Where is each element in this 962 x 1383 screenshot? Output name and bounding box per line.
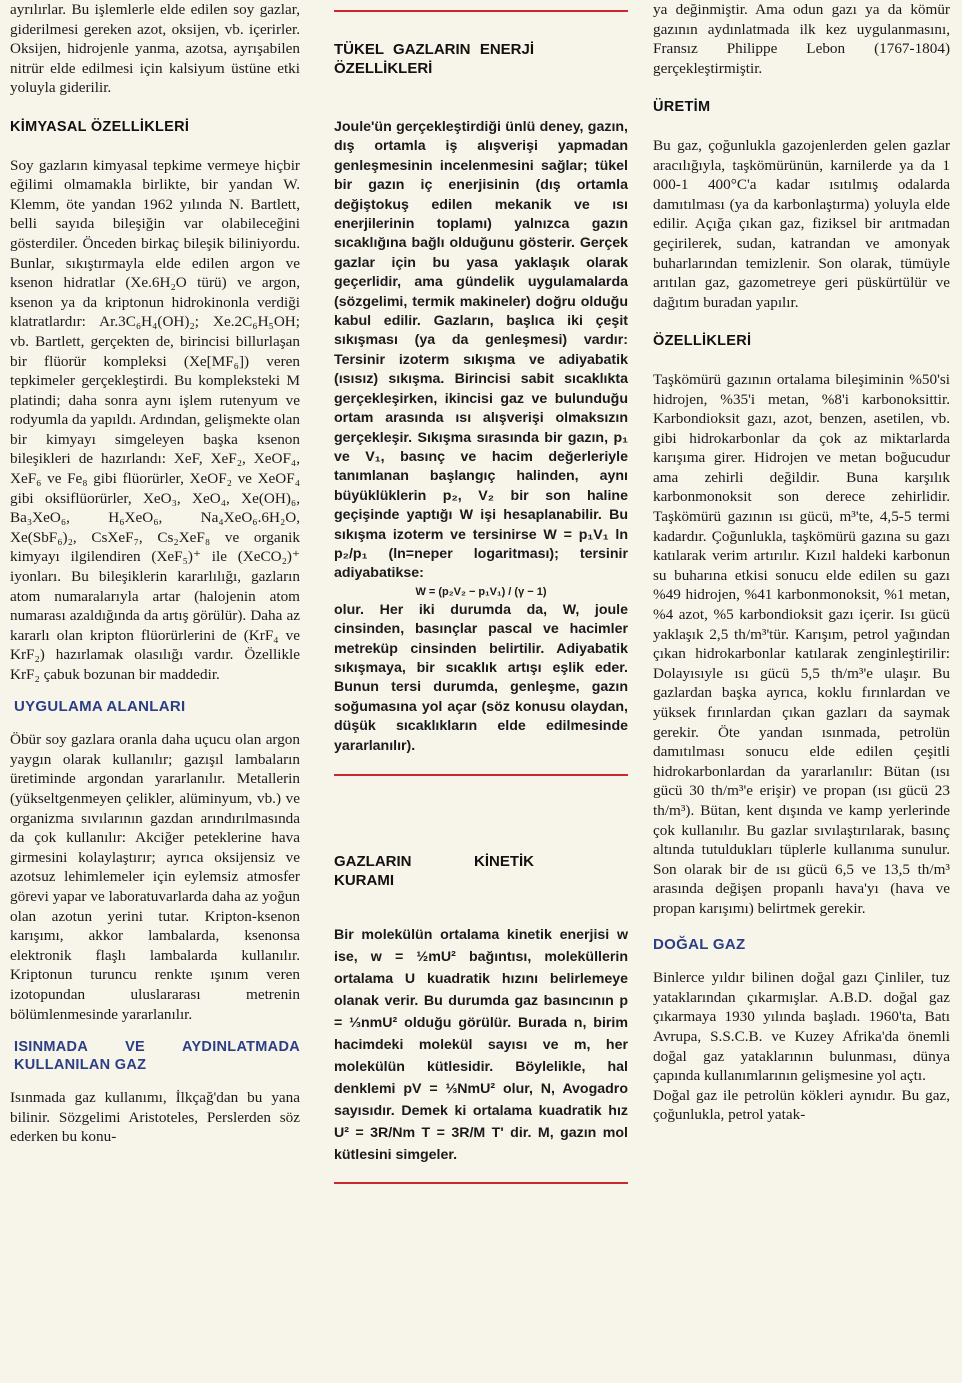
heading-kinetik: GAZLARIN KİNETİK KURAMI xyxy=(334,853,534,889)
red-rule-middle xyxy=(334,774,628,776)
column-left xyxy=(10,0,300,1147)
paragraph-ozellikleri: Taşkömürü gazının ortalama bileşiminin %50'si hidrojen, %35'i metan, %8'i karbonoksittir. Karbondioksit gazı, azot, benzen, asetilen, vb. gibi hidrokarbonlar da çok az miktarlarda karışıma girer. Hidrojen ve metan boğucudur ama zehirli değildir. Buna karşılık karbonmonoksit son derece zehirlidir. Taşkömürü gazının ısı gücü, m³'te, 4,5-5 termi kadardır. Çoğunlukla, taşkömürü gazına su gazı katılarak verim artırılır. Kızıl haldeki karbonun su buharına etkisi sonucu elde edilen su gazı %49 hidrojen, %41 karbonmonoksit, %1 metan, %4 azot, %5 karbondioksit gazı içerir. Isı gücü yaklaşık 2,5 th/m³'tür. Karışım, petrol yağından çıkan hidrokarbonlar katılarak zenginleştirilir: Dolayısıyle ısı gücü 5,5 th/m³'e ulaşır. Bu gazlardan başka ayrıca, koklu fırınlardan ve yüksek fırınlardan çıkan gazları da saymak gerekir. Öte yandan ısınmada, petrolün damıtılması sonucu elde edilen çeşitli hidrokarbonlardan da yararlanılır: Bütan (ısı gücü 30 th/m³'e erişir) ve propan (ısı gücü 23 th/m³). Bütan, kent dışında ve kamp yerlerinde çok kullanılır. Bu gazlar sıvılaştırılarak, basınç altında tutuldukları tüplerle kullanıma sunulur. Son olarak bir de ısı gücü 6,5 ve 13,5 th/m³ arasında değişen propanlı hava'yı (hava ve propan karışımı) belirtmek gerekir. xyxy=(653,370,950,917)
paragraph-kimyasal: Soy gazların kimyasal tepkime vermeye hiçbir eğilimi olmamakla birlikte, bir yandan W. Klemm, öte yandan 1962 yılında N. Bartlett, belli sayıda bileşiğin var olabileceğini gösterdiler. Önceden birkaç bileşik biliniyordu. Bunlar, sıkıştırmayla elde edilen argon ve ksenon hidratlar (Xe.6H₂O türü) ve argon, ksenon ya da kriptonun hidrokinonla verdiği klatratlardır: Ar.3C₆H₄(OH)₂; Xe.2C₆H₅OH; vb. Bartlett, gerçekten de, birincisi billurlaşan bir flüorür kompleksi (Xe[MF₆]) veren tepkimeler gerçekleştirdi. Bu kompleksteki M platindi; daha sonra aynı işlem rutenyum ve rodyumla da yapıldı. Ardından, gelişmekte olan bir kimyayı simgeleyen başka ksenon bileşikleri de hazırlandı: XeF, XeF₂, XeOF₄, XeF₆ ve Fe₈ gibi flüorürler, XeOF₂ ve XeOF₄ gibi oksiflüorürler, XeO₃, XeO₄, Xe(OH)₆, Ba₃XeO₆, H₆XeO₆, Na₄XeO₆.6H₂O, Xe(SbF₆)₂, CsXeF₇, Cs₂XeF₈ ve organik kimyayı ilgilendiren (XeF₅)⁺ ile (XeCO₂)⁺ iyonları. Bu bileşiklerin kararlılığı, gazların atom numaralarıyla artar (halojenin atom numarası azaldığında da artış görülür). Daha az kararlı olan kripton flüorürlerini de (KrF₄ ve KrF₂) hazırlamak olasılığı vardır. Özellikle KrF₂ çabuk bozunan bir maddedir. xyxy=(10,156,300,683)
heading-tukel: TÜKEL GAZLARIN ENERJİ ÖZELLİKLERİ xyxy=(334,41,534,77)
paragraph-kinetik: Bir molekülün ortalama kinetik enerjisi w ise, w = ½mU² bağıntısı, moleküllerin ortalama U kuadratik hızını belirlemeye olanak verir. Bu durumda gaz basıncının p = ⅓nmU² olduğu görülür. Burada n, birim hacimdeki molekül sayısı ve m, her molekülün kütlesidir. Böylelikle, hal denklemi pV = ⅓NmU² olur, N, Avogadro sayısıdır. Demek ki ortalama kuadratik hız U² = 3R/Nm T = 3R/M T' dir. M, gazın mol kütlesini simgeler. xyxy=(334,927,628,1163)
heading-isinmada: ISINMADA VE AYDINLATMADA KULLANILAN GAZ xyxy=(14,1039,300,1074)
heading-ozellikleri: ÖZELLİKLERİ xyxy=(653,333,752,350)
heading-uretim: ÜRETİM xyxy=(653,99,711,116)
paragraph-uygulama: Öbür soy gazlara oranla daha uçucu olan argon yaygın olarak kullanılır; gazışıl lambaların üretiminde argondan yararlanılır. Metallerin (yükseltgenmeyen çelikler, alüminyum, vb.) ve organizma sıvılarının gazdan arındırılmasında da çok kullanılır: Akciğer peteklerine hava girmesini kolaylaştırır; ayrıca oksijensiz ve azotsuz lehimlemeler için eylemsiz atmosfer görevi yapar ve laboratuvarlarda daha az yoğun olan azotun yerini tutar. Kripton-ksenon karışımı, akkor lambalarda, ksenonsa elektronik flaşlı lambalarda kullanılır. Kriptonun turuncu renkte ışınım veren izotopundan uluslararası metrenin bölümlenmesinde yararlanılır. xyxy=(10,731,300,1023)
paragraph-intro-right: ya değinmiştir. Ama odun gazı ya da kömür gazının aydınlatmada ilk kez uygulanmasını, Fransız Philippe Lebon (1767-1804) gerçekleştirmiştir. xyxy=(653,1,950,77)
paragraph-intro-left: ayrılırlar. Bu işlemlerle elde edilen soy gazlar, giderilmesi gereken azot, oksijen, vb. içerirler. Oksijen, hidrojenle yanma, azotsa, ayrışabilen nitrür elde edilmesi için kalsiyum üstüne etki yoluyla giderilir. xyxy=(10,1,300,97)
heading-uygulama: UYGULAMA ALANLARI xyxy=(14,697,186,715)
red-rule-top xyxy=(334,10,628,12)
paragraph-dogal-1: Binlerce yıldır bilinen doğal gazı Çinliler, tuz yataklarından çıkarmışlar. A.B.D. doğal gaz çıkarmaya 1930 yılında başladı. 1960'ta, Batı Avrupa, S.S.C.B. ve Kuzey Afrika'da önemli doğal gaz yataklarının bulunması, dünya çapında kullanımlarının gelişmesine yol açtı. xyxy=(653,969,950,1085)
paragraph-tukel-1: Joule'ün gerçekleştirdiği ünlü deney, gazın, dış ortamla iş alışverişi yapmadan genleşmesinin incelenmesini sağlar; tükel bir gazın iç enerjisinin (dış ortamla değiştokuş edilen mekanik ve ısı enerjilerinin toplamı) yalnızca gazın sıcaklığına bağlı olduğunu gösterir. Gerçek gazlar için bu yasa yaklaşık olarak geçerlidir, ama gündelik uygulamalarda (sözgelimi, termik makineler) doğru olduğu kabul edilir. Gazların, başlıca iki çeşit sıkışması (ya da genleşmesi) vardır: Tersinir izoterm sıkışma ve adiyabatik (ısısız) sıkışma. Birincisi sabit sıcaklıkta gerçekleşirken, ikincisi gaz ve bulunduğu ortam arasında ısı alışverişi olmaksızın gerçekleşir. Sıkışma sırasında bir gazın, p₁ ve V₁, basınç ve hacim değerleriyle tanımlanan başlangıç halinden, aynı büyüklüklerin p₂, V₂ bir son haline geçişinde yaptığı W işi hesaplanabilir. Bu sıkışma izoterm ve tersinirse W = p₁V₁ ln p₂/p₁ (ln=neper logaritması); tersinir adiyabatikse: xyxy=(334,119,628,582)
heading-kimyasal: KİMYASAL ÖZELLİKLERİ xyxy=(10,118,190,135)
paragraph-dogal-2: Doğal gaz ile petrolün kökleri aynıdır. Bu gaz, çoğunlukla, petrol yatak- xyxy=(653,1086,950,1124)
paragraph-tukel-2: olur. Her iki durumda da, W, joule cinsinden, basınçlar pascal ve hacimler metreküp cinsinden belirtilir. Adiyabatik sıkışmaya, bir sıcaklık artışı eşlik eder. Bunun tersi durumda, genleşme, gazın soğumasına yol açar (söz konusu olaydan, düşük sıcaklıkların elde edilmesinde yararlanılır). xyxy=(334,601,628,754)
paragraph-isinmada: Isınmada gaz kullanımı, İlkçağ'dan bu yana bilinir. Sözgelimi Aristoteles, Perslerden söz ederken bu konu- xyxy=(10,1089,300,1146)
heading-dogal: DOĞAL GAZ xyxy=(653,935,746,953)
paragraph-uretim: Bu gaz, çoğunlukla gazojenlerden gelen gazlar aracılığıyla, taşkömürünün, karnilerde ya da 1 000-1 400°C'a kadar ısıtılmış odalarda damıtılması (ya da karbonlaştırma) yoluyla elde edilir. Açığa çıkan gaz, fiziksel bir arıtmadan geçirilerek, sudan, katrandan ve amonyak buharlarından temizlenir. Son olarak, tümüyle arıtılan gaz, gazometreye geri püskürtülür ve dağıtım buradan yapılır. xyxy=(653,136,950,311)
column-middle xyxy=(334,0,628,1184)
column-right xyxy=(653,0,950,1125)
red-rule-bottom xyxy=(334,1182,628,1184)
formula-adiabatic: W = (p₂V₂ − p₁V₁) / (γ − 1) xyxy=(415,585,547,598)
